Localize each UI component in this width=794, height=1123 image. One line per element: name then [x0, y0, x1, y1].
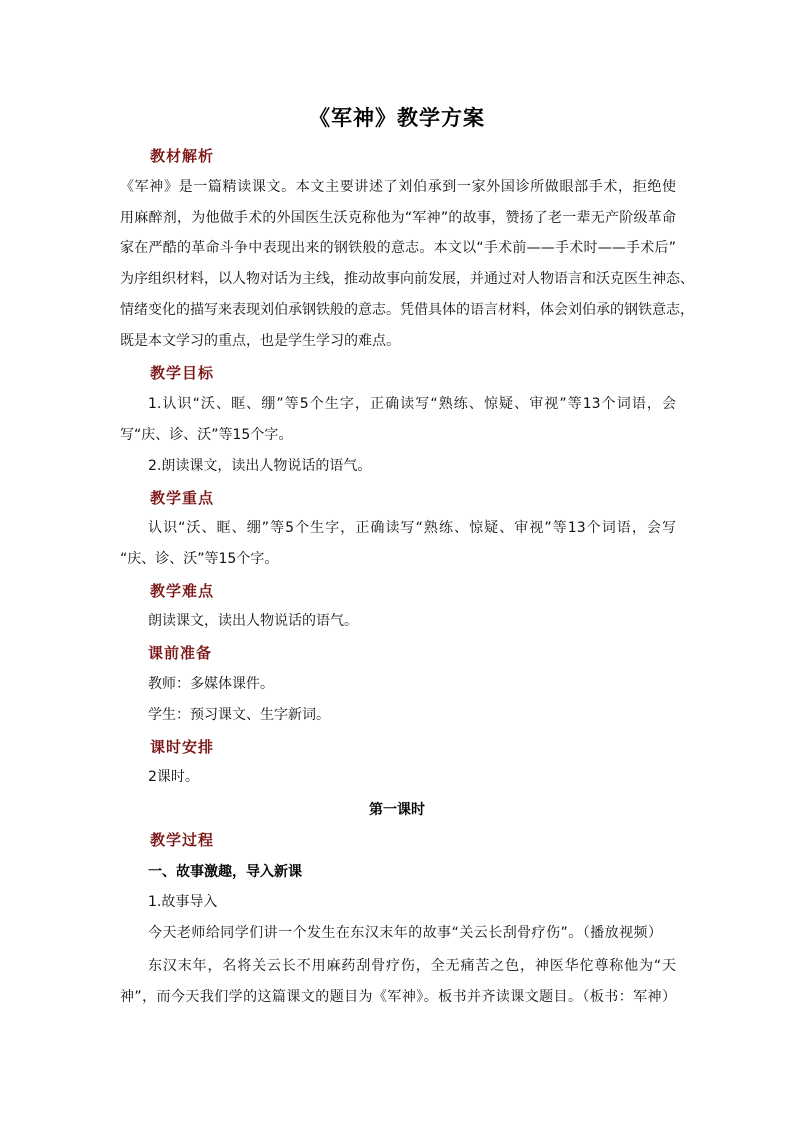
section-heading-difficulties: 教学难点: [150, 582, 215, 600]
analysis-line: 《军神》是一篇精读课文。本文主要讲述了刘伯承到一家外国诊所做眼部手术，拒绝使: [120, 179, 676, 195]
schedule-line: 2课时。: [148, 769, 199, 785]
analysis-line: 家在严酷的革命斗争中表现出来的钢铁般的意志。本文以“手术前——手术时——手术后”: [120, 240, 676, 256]
analysis-line: 情绪变化的描写来表现刘伯承钢铁般的意志。凭借具体的语言材料，体会刘伯承的钢铁意志，: [120, 302, 694, 318]
preparation-line: 学生：预习课文、生字新词。: [148, 707, 330, 723]
goals-line: 写“庆、诊、沃”等15个字。: [120, 427, 293, 443]
section-heading-preparation: 课前准备: [148, 644, 213, 662]
goals-line: 1.认识“沃、眶、绷”等5个生字，正确读写“熟练、惊疑、审视”等13个词语，会: [148, 396, 676, 412]
lesson-title: 第一课时: [369, 802, 425, 818]
section-heading-analysis: 教材解析: [150, 147, 215, 165]
preparation-line: 教师：多媒体课件。: [148, 676, 274, 692]
lesson-line: 东汉末年，名将关云长不用麻药刮骨疗伤，全无痛苦之色，神医华佗尊称他为“天: [148, 958, 676, 974]
section-heading-goals: 教学目标: [150, 364, 215, 382]
lesson-line: 今天老师给同学们讲一个发生在东汉末年的故事“关云长刮骨疗伤”。（播放视频）: [148, 925, 662, 941]
analysis-line: 既是本文学习的重点，也是学生学习的难点。: [120, 333, 400, 349]
page-title: 《军神》教学方案: [309, 105, 485, 130]
analysis-line: 为序组织材料，以人物对话为主线，推动故事向前发展，并通过对人物语言和沃克医生神态、: [120, 271, 694, 287]
key-points-line: “庆、诊、沃”等15个字。: [120, 551, 279, 567]
lesson-line: 神”，而今天我们学的这篇课文的题目为《军神》。板书并齐读课文题目。（板书：军神）: [120, 989, 676, 1005]
difficulties-line: 朗读课文，读出人物说话的语气。: [148, 613, 358, 629]
section-heading-process: 教学过程: [150, 831, 215, 849]
analysis-line: 用麻醉剂，为他做手术的外国医生沃克称他为“军神”的故事，赞扬了老一辈无产阶级革命: [120, 210, 676, 226]
section-heading-schedule: 课时安排: [150, 738, 215, 756]
section-heading-key-points: 教学重点: [150, 489, 215, 507]
key-points-line: 认识“沃、眶、绷”等5个生字，正确读写“熟练、惊疑、审视”等13个词语，会写: [148, 520, 676, 536]
step-sub-heading: 1.故事导入: [148, 894, 218, 910]
step-heading: 一、故事激趣，导入新课: [148, 864, 302, 880]
goals-line: 2.朗读课文，读出人物说话的语气。: [148, 458, 372, 474]
